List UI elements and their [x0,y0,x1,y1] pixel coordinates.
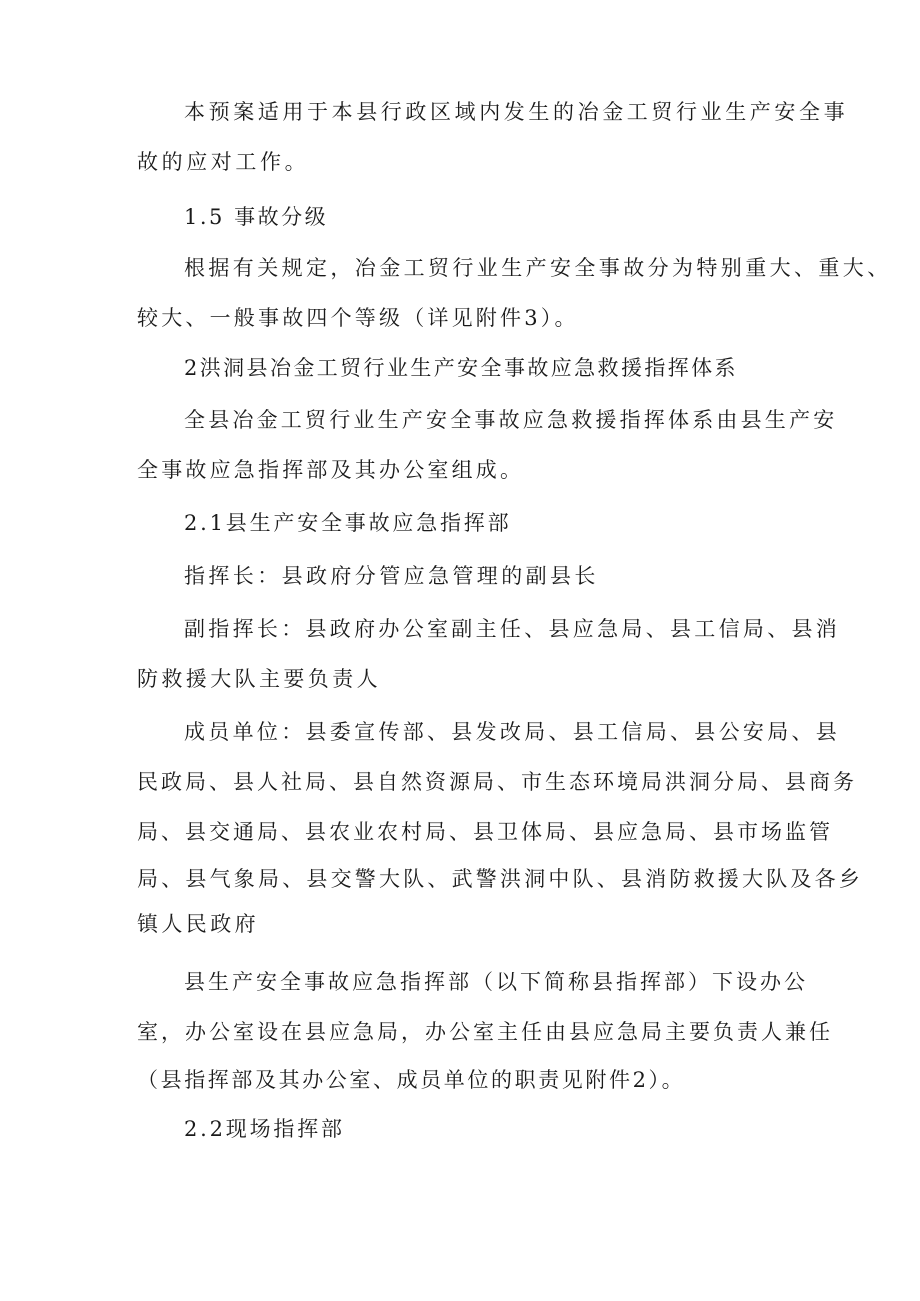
paragraph-classification-line-2: 较大、一般事故四个等级（详见附件3）。 [137,306,579,330]
section-heading-2: 2洪洞县冶金工贸行业生产安全事故应急救援指挥体系 [184,356,738,380]
paragraph-office-line-3: （县指挥部及其办公室、成员单位的职责见附件2）。 [137,1068,686,1092]
paragraph-deputy-commander-line-1: 副指挥长：县政府办公室副主任、县应急局、县工信局、县消 [184,617,841,641]
section-heading-2-1: 2.1县生产安全事故应急指挥部 [184,511,512,535]
paragraph-scope-line-1: 本预案适用于本县行政区域内发生的冶金工贸行业生产安全事 [184,100,849,124]
section-heading-1-5: 1.5 事故分级 [184,205,329,229]
paragraph-deputy-commander-line-2: 防救援大队主要负责人 [137,667,381,691]
section-heading-2-2: 2.2现场指挥部 [184,1117,345,1141]
paragraph-commander: 指挥长：县政府分管应急管理的副县长 [184,564,599,588]
paragraph-office-line-1: 县生产安全事故应急指挥部（以下简称县指挥部）下设办公 [184,970,808,994]
paragraph-office-line-2: 室，办公室设在县应急局，办公室主任由县应急局主要负责人兼任 [137,1020,833,1044]
paragraph-members-line-4: 局、县气象局、县交警大队、武警洪洞中队、县消防救援大队及各乡 [137,867,863,891]
paragraph-system-line-1: 全县冶金工贸行业生产安全事故应急救援指挥体系由县生产安 [184,408,838,432]
paragraph-members-line-5: 镇人民政府 [137,912,259,936]
paragraph-members-line-3: 局、县交通局、县农业农村局、县卫体局、县应急局、县市场监管 [137,820,833,844]
paragraph-members-line-1: 成员单位：县委宣传部、县发改局、县工信局、县公安局、县 [184,720,841,744]
paragraph-members-line-2: 民政局、县人社局、县自然资源局、市生态环境局洪洞分局、县商务 [137,770,857,794]
paragraph-scope-line-2: 故的应对工作。 [137,150,310,174]
paragraph-classification-line-1: 根据有关规定，冶金工贸行业生产安全事故分为特别重大、重大、 [184,256,892,280]
paragraph-system-line-2: 全事故应急指挥部及其办公室组成。 [137,458,525,482]
